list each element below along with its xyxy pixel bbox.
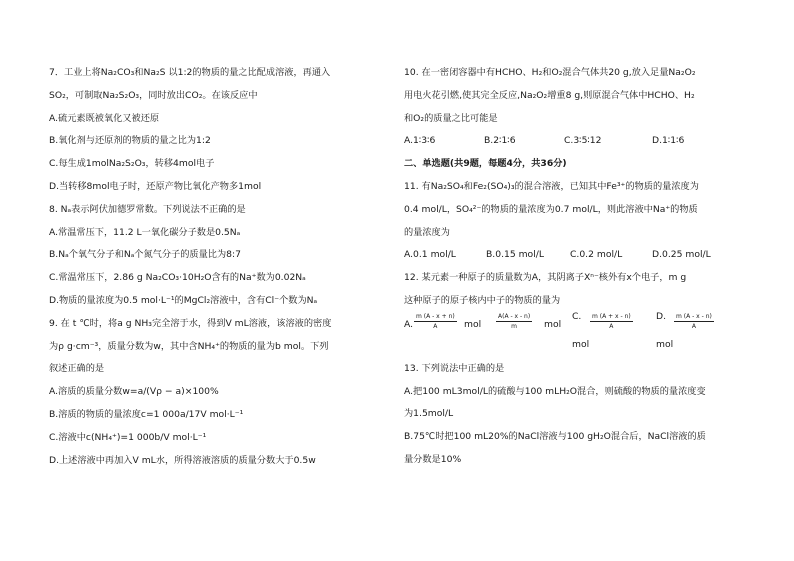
q8-stem: 8. Nₐ表示阿伏加德罗常数。下列说法不正确的是 — [49, 203, 246, 215]
q8-option-a: A.常温常压下，11.2 L一氧化碳分子数是0.5Nₐ — [49, 226, 241, 238]
q10-stem-line-2: 用电火花引燃,使其完全反应,Na₂O₂增重8 g,则原混合气体中HCHO、H₂ — [404, 89, 695, 101]
q12-option-d-denominator: A — [691, 322, 696, 330]
q7-stem-line-1: 7．工业上将Na₂CO₃和Na₂S 以1:2的物质的量之比配成溶液，再通入 — [49, 67, 331, 78]
right-column — [404, 62, 754, 472]
q12-option-c-numerator: m (A + x - n) — [592, 312, 631, 320]
q11-stem-line-3: 的量浓度为 — [404, 226, 450, 238]
q9-option-a: A.溶质的质量分数w=a/(Vρ − a)×100% — [49, 386, 219, 398]
q12-option-b-unit: mol — [544, 318, 562, 330]
q10-option-b: B.2∶1∶6 — [484, 135, 516, 147]
q12-option-b-numerator: A(A - x - n) — [498, 312, 531, 320]
q7-option-d: D.当转移8mol电子时，还原产物比氧化产物多1mol — [49, 180, 262, 192]
q10-stem-line-3: 和O₂的质量之比可能是 — [404, 112, 498, 124]
q12-option-a-fraction — [414, 313, 457, 330]
q7-option-b: B.氧化剂与还原剂的物质的量之比为1:2 — [49, 135, 211, 147]
q7-stem-line-2: SO₂，可制取Na₂S₂O₃，同时放出CO₂。在该反应中 — [49, 89, 258, 101]
q12-option-d-unit: mol — [656, 338, 674, 350]
q12-option-c-label: C. — [572, 310, 582, 322]
q12-option-c-unit: mol — [572, 338, 590, 350]
q10-option-a: A.1∶3∶6 — [404, 135, 436, 147]
q11-stem-line-2: 0.4 mol/L，SO₄²⁻的物质的量浓度为0.7 mol/L，则此溶液中Na⁺的物质 — [404, 203, 698, 215]
q13-option-a-line-2: 为1.5mol/L — [404, 408, 454, 420]
q11-options — [404, 244, 754, 267]
q13-stem: 13. 下列说法中正确的是 — [404, 362, 505, 374]
q7-option-c: C.每生成1molNa₂S₂O₃，转移4mol电子 — [49, 158, 215, 170]
q12-option-d-numerator: m (A - x - n) — [676, 312, 712, 320]
left-column — [49, 62, 394, 472]
q9-stem-line-3: 叙述正确的是 — [49, 363, 105, 375]
q11-option-b: B.0.15 mol/L — [486, 249, 544, 261]
q10-stem-line-1: 10. 在一密闭容器中有HCHO、H₂和O₂混合气体共20 g,放入足量Na₂O₂ — [404, 67, 696, 78]
q9-option-c: C.溶液中c(NH₄⁺)=1 000b/V mol·L⁻¹ — [49, 431, 207, 443]
q12-option-a-unit: mol — [464, 318, 482, 330]
q10-option-d: D.1∶1∶6 — [652, 135, 685, 147]
q13-option-a-line-1: A.把100 mL3mol/L的硫酸与100 mLH₂O混合，则硫酸的物质的量浓度变 — [404, 385, 706, 397]
q13-option-b-line-2: 量分数是10% — [404, 453, 462, 465]
q12-option-d-fraction — [674, 313, 714, 330]
q10-option-c: C.3∶5∶12 — [564, 135, 602, 147]
q12-stem-line-1: 12. 某元素一种原子的质量数为A，其阴离子Xⁿ⁻核外有x个电子，m g — [404, 272, 687, 284]
q11-stem-line-1: 11. 有Na₂SO₄和Fe₂(SO₄)₃的混合溶液，已知其中Fe³⁺的物质的量浓度为 — [404, 180, 699, 192]
q11-option-c: C.0.2 mol/L — [570, 249, 623, 261]
q12-option-d-label: D. — [656, 310, 666, 322]
q9-option-b: B.溶质的物质的量浓度c=1 000a/17V mol·L⁻¹ — [49, 408, 244, 420]
q12-option-b-denominator: m — [511, 322, 518, 330]
q12-stem-line-2: 这种原子的原子核内中子的物质的量为 — [404, 294, 561, 306]
q12-option-c-denominator: A — [609, 322, 614, 330]
q9-stem-line-2: 为ρ g·cm⁻³，质量分数为w，其中含NH₄⁺的物质的量为b mol。下列 — [49, 340, 329, 352]
q10-options — [404, 130, 754, 153]
q11-option-d: D.0.25 mol/L — [652, 249, 711, 261]
q7-option-a: A.硫元素既被氧化又被还原 — [49, 112, 160, 124]
q9-stem-line-1: 9. 在 t ℃时，将a g NH₃完全溶于水，得到V mL溶液，该溶液的密度 — [49, 317, 332, 329]
q12-options — [404, 310, 754, 358]
q12-option-c-fraction — [590, 313, 633, 330]
q12-option-a-denominator: A — [433, 322, 438, 330]
q9-option-d: D.上述溶液中再加入V mL水，所得溶液溶质的质量分数大于0.5w — [49, 454, 316, 466]
q13-option-b-line-1: B.75℃时把100 mL20%的NaCl溶液与100 gH₂O混合后，NaCl溶液的质 — [404, 431, 706, 443]
q11-option-a: A.0.1 mol/L — [404, 249, 456, 261]
q8-option-b: B.Nₐ个氧气分子和Nₐ个氮气分子的质量比为8:7 — [49, 249, 241, 261]
q8-option-c: C.常温常压下，2.86 g Na₂CO₃·10H₂O含有的Na⁺数为0.02Nₐ — [49, 272, 306, 284]
q8-option-d: D.物质的量浓度为0.5 mol·L⁻¹的MgCl₂溶液中，含有Cl⁻个数为Nₐ — [49, 294, 318, 306]
q12-option-b-fraction — [496, 313, 532, 330]
q12-option-a-numerator: m (A - x + n) — [416, 312, 455, 320]
section-heading: 二、单选题(共9题，每题4分，共36分) — [404, 158, 567, 170]
q12-option-a-label: A. — [404, 318, 414, 330]
